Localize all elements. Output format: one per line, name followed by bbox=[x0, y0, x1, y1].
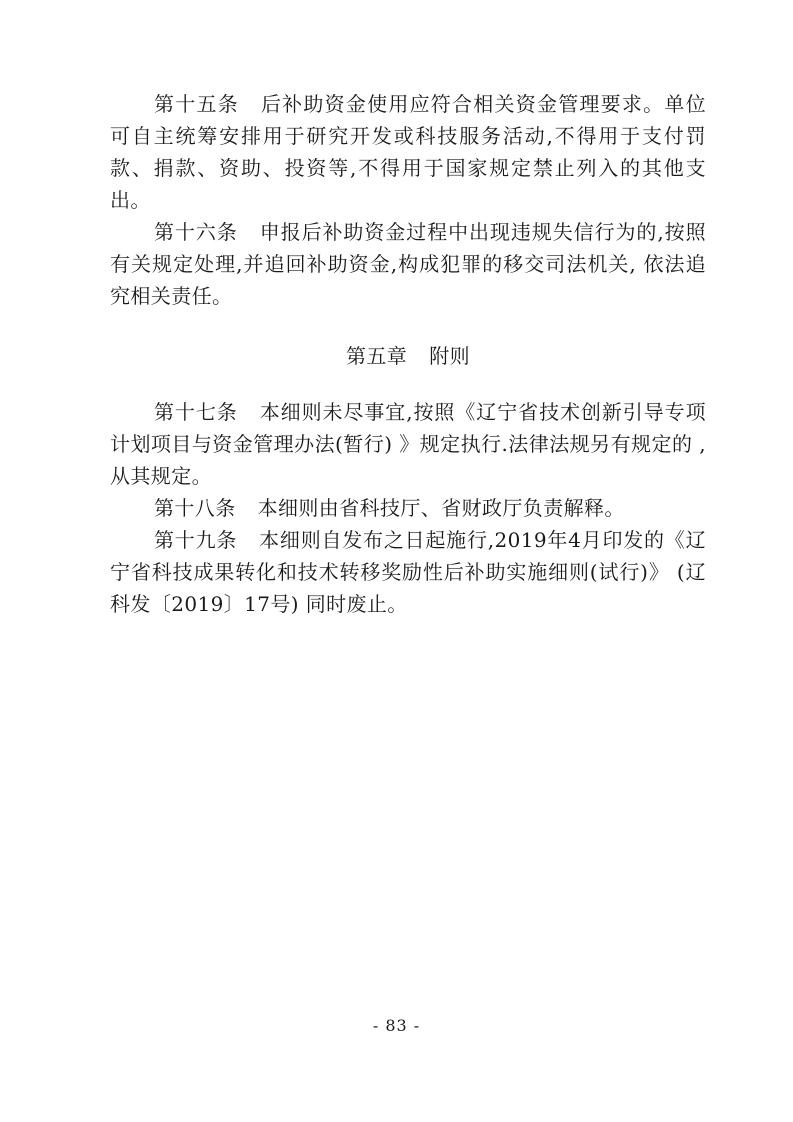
article-text: 后补助资金使用应符合相关资金管理要求。单位可自主统筹安排用于研究开发或科技服务活动,不得用于支付罚款、捐款、资助、投资等,不得用于国家规定禁止列入的其他支出。 bbox=[110, 92, 706, 212]
article-text: 本细则未尽事宜,按照《辽宁省技术创新引导专项计划项目与资金管理办法(暂行) 》规定执行.法律法规另有规定的 ,从其规定。 bbox=[110, 400, 706, 488]
page-number: - 83 - bbox=[372, 1016, 421, 1035]
chapter-heading bbox=[110, 340, 706, 372]
article-number: 第十九条 bbox=[154, 528, 238, 552]
chapter-title: 附则 bbox=[429, 344, 470, 368]
document-body bbox=[110, 88, 706, 620]
article-17 bbox=[110, 396, 706, 492]
article-18 bbox=[110, 492, 706, 524]
chapter-number: 第五章 bbox=[345, 344, 408, 368]
article-19 bbox=[110, 524, 706, 620]
article-number: 第十六条 bbox=[154, 220, 238, 244]
article-number: 第十八条 bbox=[154, 496, 236, 520]
article-text: 本细则自发布之日起施行,2019年4月印发的《辽宁省科技成果转化和技术转移奖励性后补助实施细则(试行)》 (辽科发〔2019〕17号) 同时废止。 bbox=[110, 528, 706, 616]
article-15 bbox=[110, 88, 706, 216]
article-16 bbox=[110, 216, 706, 312]
article-number: 第十七条 bbox=[154, 400, 238, 424]
article-number: 第十五条 bbox=[154, 92, 239, 116]
article-text: 申报后补助资金过程中出现违规失信行为的,按照有关规定处理,并追回补助资金,构成犯罪的移交司法机关, 依法追究相关责任。 bbox=[110, 220, 706, 308]
article-text: 本细则由省科技厅、省财政厅负责解释。 bbox=[257, 496, 625, 520]
